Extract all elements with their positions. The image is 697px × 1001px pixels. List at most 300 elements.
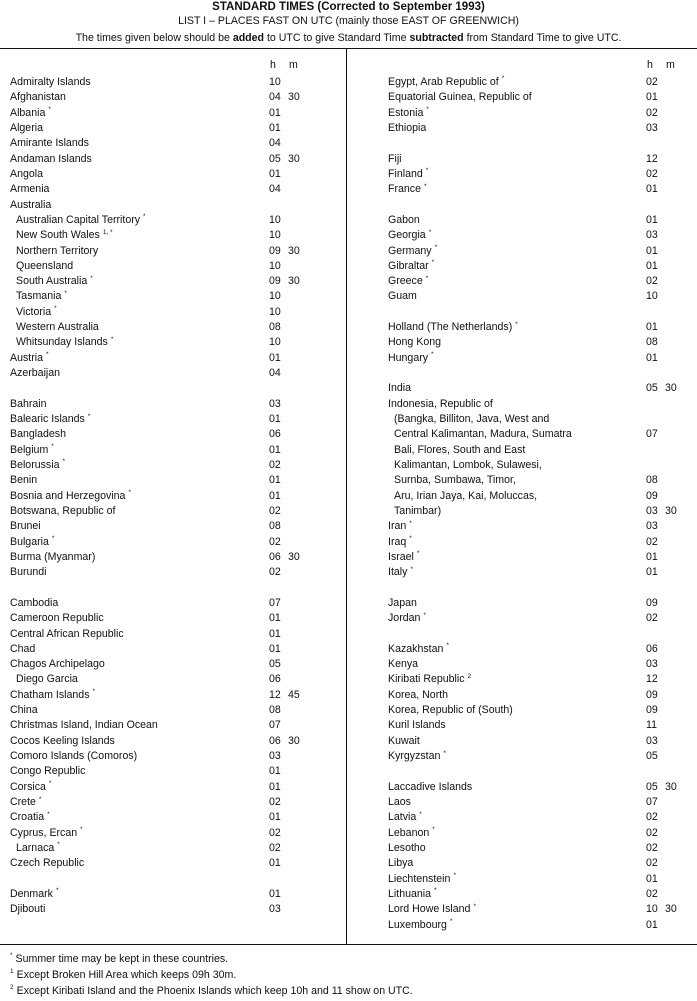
hours-value: 02 [646,275,658,288]
hours-header: h [647,59,653,71]
note-mark: * [87,412,91,420]
place-name [16,274,93,289]
place-name-text: Bali, Flores, South and East [394,443,526,456]
place-name-text: France [388,183,421,196]
place-name-text: Denmark [10,887,53,900]
place-name-text: Equatorial Guinea, Republic of [388,91,532,104]
place-name-text: Botswana, Republic of [10,504,116,517]
place-name [10,106,51,121]
note-mark: 2 [467,672,472,680]
place-name-text: Christmas Island, Indian Ocean [10,719,158,732]
note-mark: * [453,872,456,880]
place-name [10,565,47,580]
place-name [388,703,513,718]
place-name [10,718,158,733]
hours-value: 02 [646,76,658,88]
place-name [10,90,66,105]
place-name [388,274,428,289]
place-name-text: Balearic Islands [10,413,85,426]
place-name [388,611,426,626]
note-mark: * [51,443,54,451]
place-name-text: Georgia [388,229,426,242]
minutes-value: 30 [665,780,677,793]
minutes-value: 30 [288,244,300,257]
hours-value: 07 [646,796,658,809]
place-name [10,826,83,841]
place-name [10,182,49,197]
place-name-text: Hungary [388,351,429,364]
place-name [10,198,51,213]
bottom-divider [0,944,697,945]
place-name-text: Western Australia [16,321,99,334]
footnote-2 [10,984,413,998]
hours-value: 07 [646,428,658,441]
note-mark: * [419,810,422,818]
place-name [10,504,115,519]
note-mark: * [449,918,453,926]
place-name-text: Cocos Keeling Islands [10,734,115,747]
place-name-text: Italy [388,566,408,579]
place-name-text: Admiralty Islands [10,76,91,88]
place-name [388,841,426,856]
hours-value: 05 [646,382,658,395]
note-mark: * [51,535,55,543]
hours-value: 03 [646,121,658,134]
note-mark: * [57,841,60,849]
place-name [10,351,49,366]
hours-value: 01 [646,244,658,257]
place-name-text: Bahrain [10,397,47,410]
place-name-text: Lithuania [388,887,432,900]
place-name-text: Israel [388,550,414,563]
note-mark: * [425,167,429,175]
place-name [388,320,518,335]
place-name [10,642,35,657]
place-name-text: Lesotho [388,842,426,854]
place-name [388,826,435,841]
place-name [388,289,417,304]
place-name-text: Germany [388,244,432,257]
hours-value: 03 [646,520,658,533]
minutes-value: 30 [665,504,677,517]
hours-value: 01 [269,780,281,793]
place-name [10,397,47,412]
place-name-text: Gabon [388,213,420,226]
place-name [16,320,99,335]
place-name-text: Estonia [388,106,424,119]
place-name [16,305,57,320]
place-name-text: Amirante Islands [10,137,89,150]
hours-value: 08 [646,474,658,487]
hours-value: 01 [269,887,281,900]
place-name-text: Kuril Islands [388,719,446,732]
place-name-text: Croatia [10,811,45,824]
note-mark: * [434,887,437,895]
minutes-value: 30 [288,550,300,563]
instruction-added: added [232,32,265,44]
hours-value: 02 [646,106,658,119]
hours-value: 09 [646,688,658,701]
place-name [394,412,549,427]
place-name-text: Cameroon Republic [10,612,104,625]
hours-value: 04 [269,183,281,196]
place-name-text: Surnba, Sumbawa, Timor, [394,474,516,487]
place-name-text: Kazakhstan [388,642,444,655]
note-mark: * [90,274,93,282]
place-name-text: South Australia [16,275,88,288]
place-name [10,780,51,795]
place-name [388,228,431,243]
place-name [388,259,434,274]
place-name-text: Kalimantan, Lombok, Sulawesi, [394,459,542,471]
note-mark: * [54,305,57,313]
place-name-text: Cambodia [10,596,59,609]
hours-value: 08 [269,520,281,533]
place-name [388,856,413,871]
place-name [10,167,43,182]
place-name-text: Luxembourg [388,918,447,931]
place-name [16,213,146,228]
place-name-text: Ethiopia [388,121,427,134]
place-name-text: Djibouti [10,903,46,916]
hours-value: 02 [269,535,281,548]
minutes-value: 30 [288,91,300,104]
hours-value: 01 [269,765,281,778]
place-name-text: Czech Republic [10,857,85,870]
hours-value: 09 [646,596,658,609]
place-name [388,213,420,228]
place-name-text: Korea, North [388,688,449,701]
hours-value: 09 [646,704,658,717]
place-name [10,734,115,749]
place-name-text: Kuwait [388,734,420,747]
place-name-text: Liechtenstein [388,872,451,885]
place-name [388,152,402,167]
place-name [10,764,85,779]
place-name [10,489,131,504]
hours-value: 06 [269,673,281,686]
note-mark: * [409,519,412,527]
note-mark: * [38,795,42,803]
note-mark: * [501,75,505,83]
place-name [388,780,472,795]
note-mark: * [55,887,59,895]
place-name-text: Finland [388,167,423,180]
place-name-text: Crete [10,796,36,809]
place-name-text: Angola [10,167,43,180]
place-name [388,550,419,565]
place-name-text: Central Kalimantan, Madura, Sumatra [394,428,572,441]
hours-value: 10 [269,76,281,88]
place-name-text: Burma (Myanmar) [10,550,96,563]
list-subtitle: LIST I – PLACES FAST ON UTC (mainly those EAST OF GREENWICH) [178,15,519,27]
hours-value: 02 [269,459,281,471]
hours-value: 10 [269,290,281,303]
place-name-text: Japan [388,596,417,609]
hours-value: 02 [646,535,658,548]
place-name [388,75,504,90]
hours-value: 01 [269,167,281,180]
hours-value: 02 [646,857,658,870]
place-name [388,718,446,733]
place-name-text: Korea, Republic of (South) [388,704,513,717]
hours-value: 10 [269,305,281,318]
hours-value: 01 [269,443,281,456]
hours-value: 01 [269,811,281,824]
place-name [10,627,124,642]
place-name [394,458,542,473]
place-name [10,795,41,810]
note-mark: * [128,489,131,497]
hours-value: 08 [269,321,281,334]
footnote-mark: 2 [10,984,14,992]
place-name-text: Bangladesh [10,428,66,441]
place-name [10,152,92,167]
hours-value: 02 [646,811,658,824]
place-name-text: China [10,704,38,717]
note-mark: * [48,780,52,788]
note-mark: * [409,535,412,543]
footnote-text: Except Broken Hill Area which keeps 09h 30m. [16,969,237,981]
note-mark: * [434,243,438,251]
place-name [10,458,65,473]
footnote-text: Summer time may be kept in these countries. [15,953,229,965]
hours-value: 01 [646,872,658,885]
note-mark: * [425,274,429,282]
place-name-text: Victoria [16,305,52,318]
place-name-text: Latvia [388,811,417,824]
place-name [10,887,59,902]
hours-value: 02 [269,566,281,579]
place-name-text: Azerbaijan [10,367,61,380]
place-name-text: Queensland [16,259,74,272]
hours-value: 06 [269,550,281,563]
place-name [10,366,60,381]
place-name-text: New South Wales [16,229,100,242]
place-name-text: Kenya [388,658,419,671]
place-name-text: Indonesia, Republic of [388,397,493,410]
place-name-text: Kyrgyzstan [388,750,441,763]
place-name [394,443,525,458]
note-mark: 1, * [102,228,113,236]
hours-value: 01 [269,121,281,134]
place-name [388,887,437,902]
note-mark: * [64,289,67,297]
place-name [16,841,60,856]
note-mark: * [410,565,413,573]
place-name [388,672,471,687]
place-name [10,473,37,488]
place-name-text: Tanimbar) [394,504,442,517]
place-name-text: Belgium [10,443,49,456]
place-name [388,519,412,534]
minutes-value: 30 [665,382,677,395]
place-name [10,136,89,151]
hours-value: 11 [646,719,657,732]
place-name-text: Cyprus, Ercan [10,826,78,839]
hours-value: 10 [269,213,281,226]
place-name [388,795,411,810]
place-name [388,535,412,550]
hours-value: 02 [269,842,281,854]
place-name [388,565,413,580]
place-name [388,90,532,105]
hours-value: 10 [269,229,281,242]
place-name-text: Brunei [10,520,41,533]
place-name [10,427,66,442]
place-name-text: Armenia [10,183,50,196]
place-name-text: Benin [10,474,38,487]
note-mark: * [48,106,51,114]
place-name [10,596,58,611]
place-name [388,918,452,933]
hours-value: 01 [646,566,658,579]
hours-value: 07 [269,596,281,609]
hours-value: 10 [646,290,658,303]
top-divider [0,48,697,49]
hours-value: 04 [269,91,281,104]
place-name [388,167,428,182]
hours-value: 01 [269,489,281,502]
minutes-value: 30 [288,152,300,165]
place-name [10,703,38,718]
note-mark: * [432,826,435,834]
place-name-text: Lord Howe Island [388,903,471,916]
hours-value: 02 [646,887,658,900]
place-name-text: Kiribati Republic [388,673,465,686]
hours-value: 01 [269,627,281,640]
place-name-text: Albania [10,106,46,119]
place-name [388,810,422,825]
hours-value: 09 [269,244,281,257]
footnote-summer [10,952,228,966]
place-name [388,121,426,136]
place-name-text: Comoro Islands (Comoros) [10,750,138,763]
hours-value: 01 [269,857,281,870]
note-mark: * [473,902,476,910]
instruction-part-b: to UTC to give Standard Time [264,32,410,44]
minutes-value: 30 [665,903,677,916]
note-mark: * [62,458,65,466]
place-name [388,182,427,197]
place-name-text: Algeria [10,121,43,134]
hours-value: 01 [269,612,281,625]
instruction-part-c: from Standard Time to give UTC. [463,32,622,44]
hours-value: 01 [646,259,658,272]
hours-value: 01 [269,351,281,364]
hours-value: 08 [269,704,281,717]
hours-value: 03 [269,397,281,410]
footnote-text: Except Kiribati Island and the Phoenix Islands which keep 10h and 11 show on UTC. [16,985,413,997]
place-name-text: Gibraltar [388,259,429,272]
hours-value: 04 [269,367,281,380]
place-name-text: India [388,382,411,395]
place-name [394,473,516,488]
hours-value: 01 [269,413,281,426]
instruction-line [0,31,697,45]
instruction-part-a: The times given below should be [75,32,233,44]
place-name [10,688,95,703]
place-name [388,734,420,749]
place-name [388,749,446,764]
minutes-header: m [289,59,298,71]
hours-value: 01 [646,550,658,563]
place-name-text: Australian Capital Territory [16,213,141,226]
hours-value: 02 [269,796,281,809]
hours-value: 07 [269,719,281,732]
place-name [388,902,476,917]
note-mark: * [431,259,435,267]
hours-value: 02 [646,167,658,180]
hours-value: 03 [646,658,658,671]
hours-value: 10 [269,259,281,272]
note-mark: * [80,826,83,834]
place-name [16,672,78,687]
place-name [394,427,572,442]
place-name [16,335,113,350]
footnote-mark: 1 [10,968,14,976]
hours-value: 09 [269,275,281,288]
place-name-text: Holland (The Netherlands) [388,321,513,334]
hours-value: 05 [646,780,658,793]
place-name [388,596,417,611]
column-divider [346,49,347,944]
hours-value: 03 [646,229,658,242]
place-name [10,412,90,427]
place-name [388,351,434,366]
place-name [10,657,105,672]
place-name [388,106,429,121]
place-name-text: Guam [388,290,417,303]
hours-header: h [270,59,276,71]
footnote-1 [10,968,236,982]
note-mark: * [428,228,432,236]
place-name-text: Hong Kong [388,336,442,349]
hours-value: 01 [646,213,658,226]
place-name [10,902,45,917]
place-name-text: Congo Republic [10,765,86,778]
hours-value: 04 [269,137,281,150]
place-name-text: Diego Garcia [16,673,78,686]
hours-value: 05 [646,750,658,763]
place-name-text: Laccadive Islands [388,780,473,793]
hours-value: 02 [646,842,658,854]
note-mark: * [110,335,114,343]
place-name-text: Lebanon [388,826,430,839]
hours-value: 05 [269,152,281,165]
hours-value: 01 [646,91,658,104]
hours-value: 01 [269,106,281,119]
footnote-mark: * [10,952,13,960]
minutes-value: 30 [288,734,300,747]
place-name-text: Chad [10,642,36,655]
hours-value: 01 [269,642,281,655]
place-name [10,611,104,626]
note-mark: * [416,550,420,558]
place-name-text: Fiji [388,152,402,165]
place-name-text: Greece [388,275,423,288]
note-mark: * [45,351,49,359]
note-mark: * [431,351,434,359]
place-name [10,810,50,825]
hours-value: 03 [269,903,281,916]
place-name-text: Austria [10,351,43,364]
hours-value: 03 [269,750,281,763]
hours-value: 08 [646,336,658,349]
hours-value: 01 [269,474,281,487]
minutes-value: 30 [288,275,300,288]
note-mark: * [47,810,50,818]
